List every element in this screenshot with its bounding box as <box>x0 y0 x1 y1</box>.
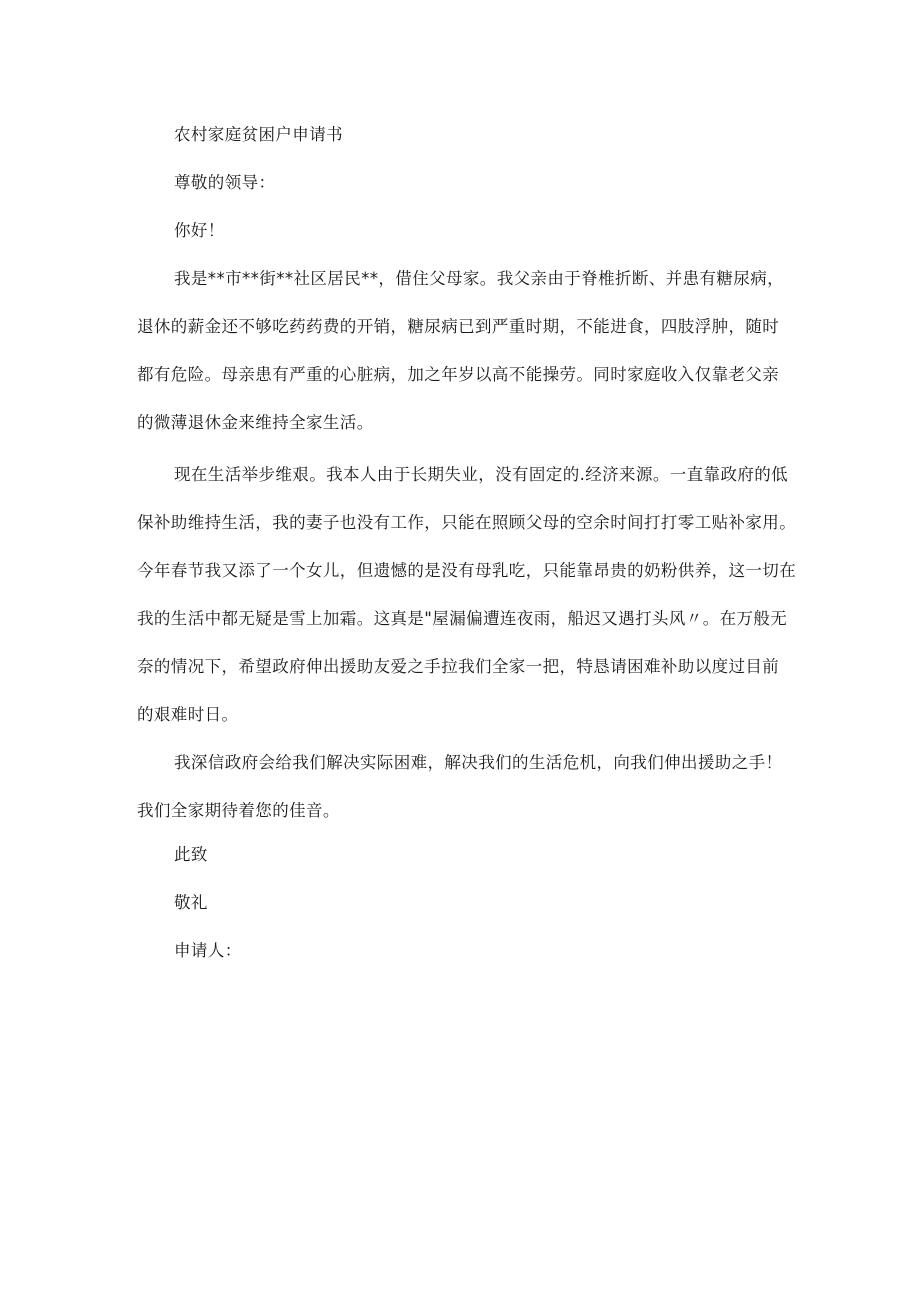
closing-ci-zhi: 此致 <box>174 845 208 864</box>
salutation: 尊敬的领导： <box>174 173 276 192</box>
paragraph-line: 我的生活中都无疑是雪上加霜。这真是"屋漏偏遭连夜雨，船迟又遇打头风〃。在万般无 <box>137 609 788 628</box>
signature-label: 申请人： <box>174 941 242 960</box>
paragraph-line: 的微薄退休金来维持全家生活。 <box>137 413 374 432</box>
document-title: 农村家庭贫困户申请书 <box>174 125 343 144</box>
greeting: 你好！ <box>174 221 225 240</box>
paragraph-line: 我深信政府会给我们解决实际困难，解决我们的生活危机，向我们伸出援助之手！ <box>174 753 783 772</box>
paragraph-line: 都有危险。母亲患有严重的心脏病，加之年岁以高不能操劳。同时家庭收入仅靠老父亲 <box>137 365 780 384</box>
paragraph-line: 退休的薪金还不够吃药药费的开销，糖尿病已到严重时期，不能进食，四肢浮肿，随时 <box>137 317 780 336</box>
paragraph-line: 的艰难时日。 <box>137 705 239 724</box>
paragraph-line: 我是**市**街**社区居民**，借住父母家。我父亲由于脊椎折断、并患有糖尿病， <box>174 269 784 288</box>
closing-jing-li: 敬礼 <box>174 893 208 912</box>
paragraph-line: 今年春节我又添了一个女儿，但遗憾的是没有母乳吃，只能靠昂贵的奶粉供养，这一切在 <box>137 561 797 580</box>
paragraph-line: 我们全家期待着您的佳音。 <box>137 801 340 820</box>
paragraph-line: 奈的情况下，希望政府伸出援助友爱之手拉我们全家一把，特恳请困难补助以度过目前 <box>137 657 780 676</box>
paragraph-line: 现在生活举步维艰。我本人由于长期失业，没有固定的.经济来源。一直靠政府的低 <box>174 465 789 484</box>
paragraph-line: 保补助维持生活，我的妻子也没有工作，只能在照顾父母的空余时间打打零工贴补家用。 <box>137 513 797 532</box>
